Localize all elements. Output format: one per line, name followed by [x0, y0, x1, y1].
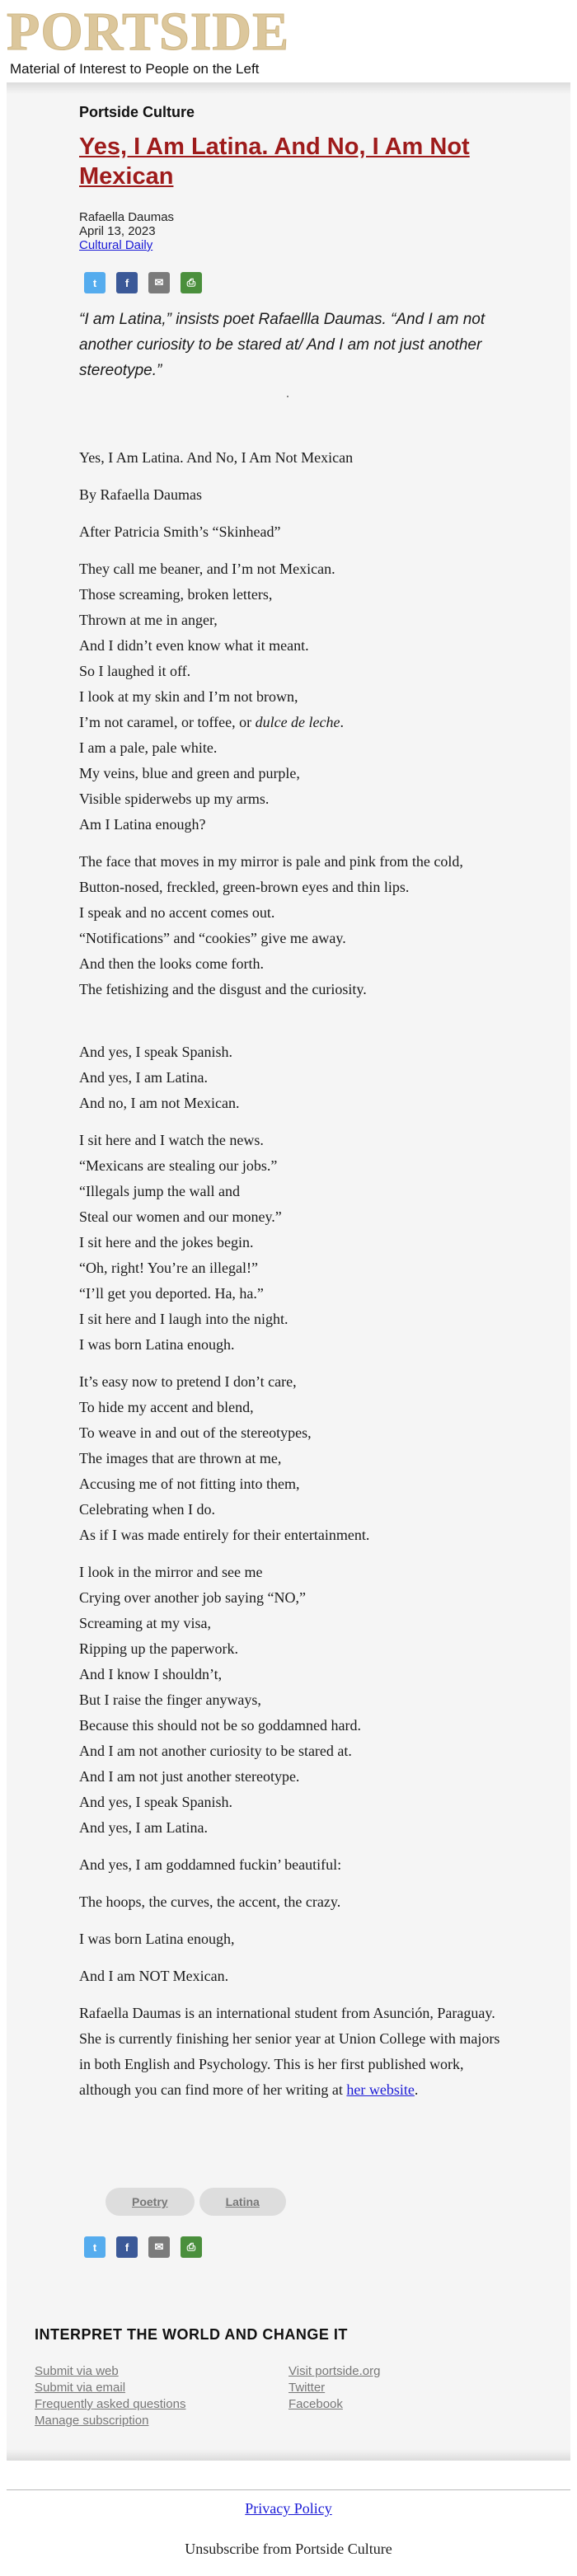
poem-line: And yes, I speak Spanish.: [79, 1794, 232, 1810]
site-header: [0, 0, 577, 82]
bio-text: Rafaella Daumas is an international student from Asunción, Paraguay. She is currently finishing her senior year at Union College with majors in both English and Psychology. This is her first published work, although you can find more of her writing at: [79, 2005, 500, 2098]
publish-date: April 13, 2023: [79, 224, 156, 238]
privacy-row: [0, 2500, 577, 2517]
panel-top-shadow: [7, 82, 570, 94]
poem-line: Thrown at me in anger,: [79, 612, 218, 628]
print-icon[interactable]: ⎙: [181, 2236, 202, 2258]
submit-email-link[interactable]: Submit via email: [35, 2381, 126, 2395]
site-tagline: Material of Interest to People on the Left: [10, 61, 260, 77]
poem-line: “Illegals jump the wall and: [79, 1183, 240, 1199]
poem-line: I sit here and I laugh into the night.: [79, 1311, 288, 1327]
poem-line: And then the looks come forth.: [79, 955, 264, 972]
poem-line-born: I was born Latina enough,: [79, 1931, 235, 1947]
panel-bottom-shadow: [7, 2449, 570, 2461]
poem-epigraph: After Patricia Smith’s “Skinhead”: [79, 523, 281, 540]
poem-line: As if I was made entirely for their entertainment.: [79, 1527, 370, 1543]
poem-line-not-mexican: And I am NOT Mexican.: [79, 1968, 229, 1984]
poem-line: And yes, I speak Spanish.: [79, 1044, 232, 1060]
email-share-icon[interactable]: ✉: [148, 272, 170, 293]
manage-subscription-link[interactable]: Manage subscription: [35, 2414, 149, 2428]
share-bar-bottom: [84, 2236, 202, 2258]
poem-line: Am I Latina enough?: [79, 816, 206, 833]
poem-line: Because this should not be so goddamned hard.: [79, 1717, 361, 1734]
submit-web-link[interactable]: Submit via web: [35, 2364, 119, 2378]
poem-line: And I didn’t even know what it meant.: [79, 637, 309, 654]
poem-line: And I know I shouldn’t,: [79, 1666, 223, 1682]
poem-line: Screaming at my visa,: [79, 1615, 211, 1631]
poem-line-hoops: The hoops, the curves, the accent, the crazy.: [79, 1893, 341, 1910]
poem-title: Yes, I Am Latina. And No, I Am Not Mexican: [79, 449, 354, 466]
article-body: [79, 445, 508, 2114]
privacy-policy-link[interactable]: Privacy Policy: [245, 2500, 332, 2517]
unsubscribe-text[interactable]: Unsubscribe from Portside Culture: [185, 2541, 392, 2557]
portside-logo[interactable]: PORTSIDE: [7, 2, 290, 62]
poem-line: To weave in and out of the stereotypes,: [79, 1424, 312, 1441]
poem-line: The fetishizing and the disgust and the curiosity.: [79, 981, 367, 997]
author: Rafaella Daumas: [79, 210, 175, 224]
poem-line: I look at my skin and I’m not brown,: [79, 688, 298, 705]
footer-links-left: [35, 2363, 185, 2429]
poem-line: Those screaming, broken letters,: [79, 586, 273, 603]
print-icon[interactable]: ⎙: [181, 272, 202, 293]
poem-line: I was born Latina enough.: [79, 1336, 235, 1353]
poem-line: And yes, I am Latina.: [79, 1069, 208, 1086]
section-name: Portside Culture: [79, 104, 195, 120]
stanza-5: [79, 1369, 508, 1548]
poem-line: And no, I am not Mexican.: [79, 1095, 240, 1111]
poem-line: I look in the mirror and see me: [79, 1564, 263, 1580]
stanza-spacer: [79, 1014, 508, 1039]
divider-dot: [287, 396, 288, 397]
poem-italic-phrase: dulce de leche: [255, 714, 340, 730]
poem-line: They call me beaner, and I’m not Mexican.: [79, 561, 335, 577]
author-website-link[interactable]: her website: [346, 2081, 415, 2098]
poem-line: I sit here and I watch the news.: [79, 1132, 264, 1148]
author-bio: [79, 2001, 508, 2103]
bio-end: .: [414, 2081, 419, 2098]
poem-line: To hide my accent and blend,: [79, 1399, 254, 1415]
facebook-share-icon[interactable]: f: [116, 2236, 138, 2258]
article-meta: [79, 210, 174, 252]
twitter-link[interactable]: Twitter: [288, 2381, 326, 2395]
poem-line: [79, 710, 508, 735]
poem-line-text: I’m not caramel, or toffee, or: [79, 714, 256, 730]
poem-line: Button-nosed, freckled, green-brown eyes and thin lips.: [79, 879, 410, 895]
poem-line: Ripping up the paperwork.: [79, 1640, 238, 1657]
stanza-3: [79, 1039, 508, 1116]
facebook-share-icon[interactable]: f: [116, 272, 138, 293]
stanza-1: [79, 556, 508, 838]
poem-line: I speak and no accent comes out.: [79, 904, 275, 921]
tag-poetry[interactable]: Poetry: [106, 2188, 195, 2216]
poem-line: And yes, I am Latina.: [79, 1819, 208, 1836]
poem-line: “Notifications” and “cookies” give me away.: [79, 930, 346, 946]
footer-heading: INTERPRET THE WORLD AND CHANGE IT: [35, 2326, 348, 2343]
poem-line: Crying over another job saying “NO,”: [79, 1589, 306, 1606]
poem-line: But I raise the finger anyways,: [79, 1692, 261, 1708]
poem-line: And I am not another curiosity to be stared at.: [79, 1743, 352, 1759]
poem-line: “I’ll get you deported. Ha, ha.”: [79, 1285, 264, 1302]
faq-link[interactable]: Frequently asked questions: [35, 2397, 186, 2411]
article-title[interactable]: Yes, I Am Latina. And No, I Am Not Mexican: [79, 134, 470, 190]
poem-line: And I am not just another stereotype.: [79, 1768, 300, 1785]
twitter-share-icon[interactable]: t: [84, 2236, 106, 2258]
poem-line: I am a pale, pale white.: [79, 739, 218, 756]
tag-list: [106, 2188, 286, 2216]
facebook-link[interactable]: Facebook: [288, 2397, 343, 2411]
poem-line: “Mexicans are stealing our jobs.”: [79, 1157, 278, 1174]
poem-line: Steal our women and our money.”: [79, 1208, 282, 1225]
poem-line: The face that moves in my mirror is pale and pink from the cold,: [79, 853, 463, 870]
footer-links-right: [288, 2363, 380, 2413]
poem-line: It’s easy now to pretend I don’t care,: [79, 1373, 297, 1390]
poem-line: I sit here and the jokes begin.: [79, 1234, 254, 1250]
poem-line-end: .: [340, 714, 345, 730]
source-link[interactable]: Cultural Daily: [79, 238, 153, 252]
article-lede: “I am Latina,” insists poet Rafaellla Daumas. “And I am not another curiosity to be stared at/ And I am not just another stereotype.”: [79, 311, 486, 379]
stanza-6: [79, 1560, 508, 1841]
poem-line: So I laughed it off.: [79, 663, 191, 679]
twitter-share-icon[interactable]: t: [84, 272, 106, 293]
stanza-4: [79, 1128, 508, 1358]
poem-line: Accusing me of not fitting into them,: [79, 1476, 300, 1492]
poem-line: Celebrating when I do.: [79, 1501, 215, 1518]
footer-divider: [7, 2489, 570, 2490]
stanza-2: [79, 849, 508, 1002]
poem-byline: By Rafaella Daumas: [79, 486, 202, 503]
share-bar-top: [84, 272, 202, 293]
poem-line: “Oh, right! You’re an illegal!”: [79, 1260, 258, 1276]
visit-portside-link[interactable]: Visit portside.org: [288, 2364, 381, 2378]
poem-line: Visible spiderwebs up my arms.: [79, 791, 270, 807]
poem-line: The images that are thrown at me,: [79, 1450, 282, 1466]
email-share-icon[interactable]: ✉: [148, 2236, 170, 2258]
poem-line-beautiful: And yes, I am goddamned fuckin’ beautiful:: [79, 1856, 342, 1873]
tag-latina[interactable]: Latina: [199, 2188, 286, 2216]
poem-line: My veins, blue and green and purple,: [79, 765, 300, 781]
